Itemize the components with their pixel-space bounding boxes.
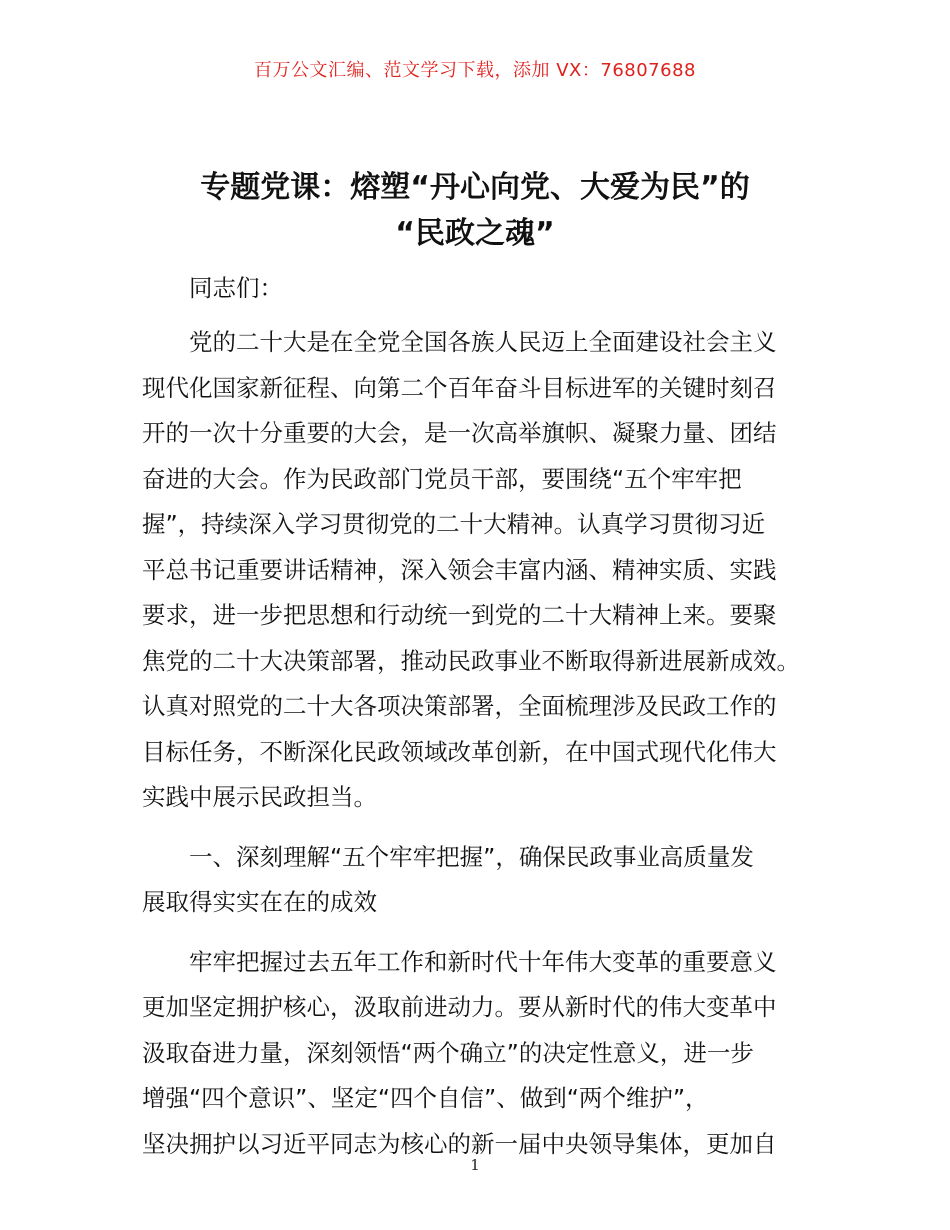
paragraph-line: 坚决拥护以习近平同志为核心的新一届中央领导集体，更加自 bbox=[142, 1129, 777, 1158]
page-number: 1 bbox=[470, 1156, 480, 1174]
paragraph-line: 认真对照党的二十大各项决策部署，全面梳理涉及民政工作的 bbox=[142, 692, 777, 720]
greeting-block bbox=[142, 266, 817, 312]
paragraph-line: 增强“四个意识”、坚定“四个自信”、做到“两个维护”， bbox=[142, 1084, 709, 1112]
promo-header: 百万公文汇编、范文学习下载，添加 VX：76807688 bbox=[254, 60, 696, 81]
greeting: 同志们： bbox=[189, 274, 283, 302]
document-body bbox=[142, 320, 817, 1167]
paragraph-line: 一、深刻理解“五个牢牢把握”，确保民政事业高质量发 bbox=[189, 842, 754, 871]
paragraph-line: 汲取奋进力量，深刻领悟“两个确立”的决定性意义，进一步 bbox=[142, 1038, 754, 1067]
paragraph-section-1 bbox=[142, 940, 817, 1168]
paragraph-line: 牢牢把握过去五年工作和新时代十年伟大变革的重要意义 bbox=[189, 947, 777, 976]
document-title bbox=[0, 165, 950, 257]
paragraph-line: 更加坚定拥护核心，汲取前进动力。要从新时代的伟大变革中 bbox=[142, 993, 777, 1021]
title-line-2: “民政之魂” bbox=[395, 216, 555, 251]
section-heading-1 bbox=[142, 835, 817, 926]
paragraph-line: 实践中展示民政担当。 bbox=[142, 783, 377, 811]
paragraph-line: 现代化国家新征程、向第二个百年奋斗目标进军的关键时刻召 bbox=[142, 373, 777, 402]
paragraph-line: 党的二十大是在全党全国各族人民迈上全面建设社会主义 bbox=[189, 328, 777, 356]
paragraph-line: 要求，进一步把思想和行动统一到党的二十大精神上来。要聚 bbox=[142, 601, 777, 629]
title-line-1: 专题党课：熔塑“丹心向党、大爱为民”的 bbox=[200, 170, 750, 205]
paragraph-line: 平总书记重要讲话精神，深入领会丰富内涵、精神实质、实践 bbox=[142, 555, 777, 584]
paragraph-line: 焦党的二十大决策部署，推动民政事业不断取得新进展新成效。 bbox=[142, 646, 800, 675]
paragraph-line: 目标任务，不断深化民政领域改革创新，在中国式现代化伟大 bbox=[142, 737, 777, 766]
paragraph-line: 开的一次十分重要的大会，是一次高举旗帜、凝聚力量、团结 bbox=[142, 419, 777, 447]
paragraph-line: 展取得实实在在的成效 bbox=[142, 888, 377, 916]
paragraph-line: 握”，持续深入学习贯彻党的二十大精神。认真学习贯彻习近 bbox=[142, 510, 766, 538]
paragraph-line: 奋进的大会。作为民政部门党员干部，要围绕“五个牢牢把 bbox=[142, 464, 742, 493]
paragraph-intro bbox=[142, 320, 817, 821]
